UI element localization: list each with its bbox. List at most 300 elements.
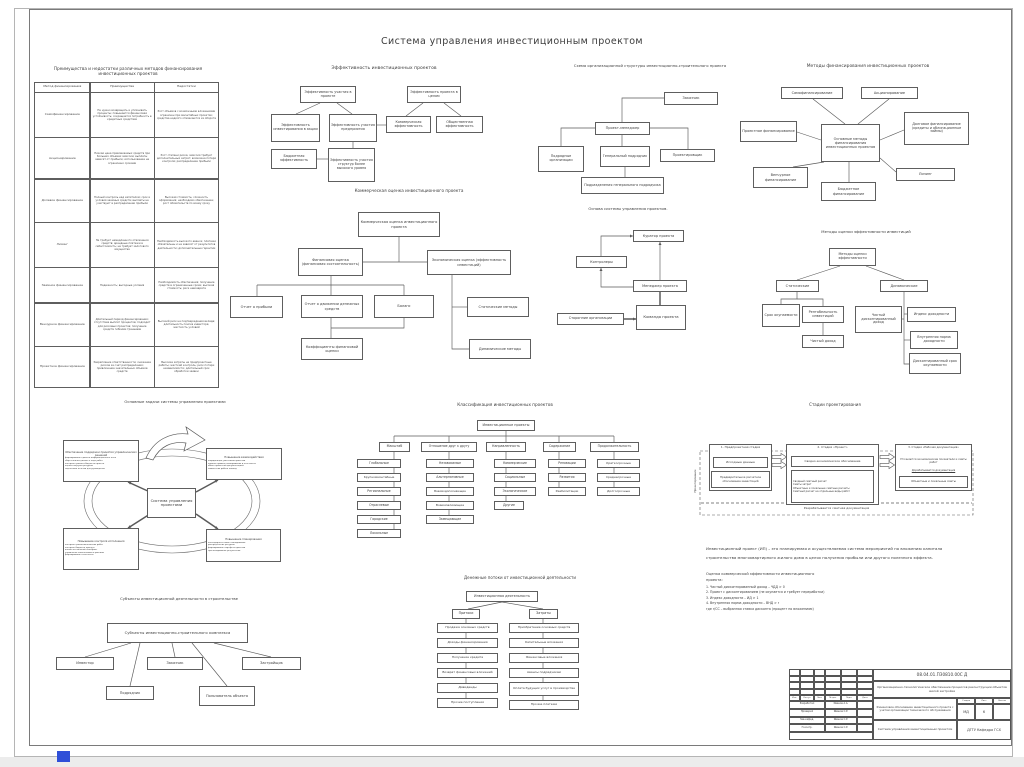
classification-node-label: Взаимодополняющие <box>434 488 466 493</box>
classification-node-label: Взаимовлияющие <box>435 502 465 507</box>
stages-node <box>789 505 884 513</box>
orgstructure-node-label: Проектировщик <box>672 153 703 158</box>
table-cell: Венчурное финансирование <box>34 303 90 347</box>
classification-node-label: Продолжительность <box>597 444 632 449</box>
evalmethods-node <box>880 280 928 292</box>
cashflows-node-label: Притоки <box>458 611 474 616</box>
stamp-sheet-label: Лист <box>975 698 993 704</box>
orgstructure-node-label: Подрядные организации <box>549 154 573 162</box>
classification-node <box>543 442 576 452</box>
finmethods-node <box>781 87 843 99</box>
cashflows-node <box>529 609 558 619</box>
classification-node-label: Городские <box>370 516 388 521</box>
classification-node <box>597 487 640 496</box>
tasks-node-label: Обеспечение поддержки принятия управленческих решений <box>65 450 137 457</box>
stamp-role-label: Зав.кафед. <box>789 717 825 725</box>
classification-node <box>486 442 526 452</box>
cashflows-node <box>509 638 579 648</box>
finmethods-node <box>821 124 880 162</box>
cashflows-node <box>437 683 498 693</box>
stamp-col-label: Изм. <box>789 695 800 701</box>
basis-node-label: Куратор проекта <box>642 233 675 238</box>
classification-node <box>426 487 474 496</box>
stamp-col-label: № док. <box>825 695 841 701</box>
stages-node <box>693 457 699 505</box>
stamp-document-code: 08.04.01.ПЗ0810.00С Д <box>873 669 1011 681</box>
evalmethods-node <box>802 306 844 323</box>
stamp-name: Иванов С.Р. <box>825 717 857 725</box>
table-cell: Проектное финансирование <box>34 346 90 388</box>
subjects-node-label: Застройщик <box>260 661 283 666</box>
finmethods-heading: Методы финансирования инвестиционных проектов <box>806 64 930 69</box>
tasks-node-line: оценка загрузки ресурсов <box>65 465 93 468</box>
classification-node-label: Локальные <box>369 530 389 535</box>
basis-node <box>633 230 684 242</box>
classification-node <box>357 487 401 496</box>
stages-node-label: Проектирование <box>693 469 697 493</box>
evalmethods-node <box>829 248 876 266</box>
table-heading: Преимущества и недостатки различных методов финансирования инвестиционных проектов <box>53 66 203 77</box>
stages-node-line: Сметы затрат <box>793 483 812 487</box>
classification-node <box>548 459 586 468</box>
annotation-line: 4. Внутренняя норма доходности – ВНД > r <box>706 601 780 606</box>
tasks-node-line: распределение ресурсов <box>208 544 235 547</box>
classification-node <box>357 459 401 468</box>
effectiveness-node <box>328 148 375 182</box>
classification-node-label: Инвестиционные проекты <box>482 422 530 427</box>
basis-node <box>576 256 627 268</box>
table-cell: Лизинг <box>34 222 90 268</box>
subjects-node-label: Пользователь объекта <box>205 693 249 698</box>
table-cell: Долевое финансирование <box>34 179 90 223</box>
effectiveness-node-label: Бюджетная эффективность <box>279 154 309 162</box>
tasks-node <box>63 440 139 482</box>
classification-node-label: Отношение друг к другу <box>428 444 470 449</box>
commercial-node-label: Коммерческая оценка инвестиционного проекта <box>360 220 438 229</box>
evalmethods-node-label: Рентабельность инвестиций <box>808 309 838 318</box>
commercial-node <box>301 338 363 360</box>
subjects-node <box>106 686 154 700</box>
commercial-node-label: Статические методы <box>478 304 518 309</box>
stages-node-label: 3. Стадия «Рабочая документация» <box>908 445 959 449</box>
tasks-node-line: управление изменениями и рисками <box>65 551 104 554</box>
classification-node-label: Независимые <box>439 460 461 465</box>
stamp-role-label: Проверил <box>789 709 825 717</box>
stages-node-label: Уточняются экономические показатели и сметы работ <box>900 458 967 464</box>
tasks-node-line: обмен проектной документацией <box>208 465 244 468</box>
orgstructure-node-label: Проект-менеджер <box>605 126 640 131</box>
orgstructure-heading: Схема организационной структуры инвестиционно-строительного проекта <box>573 63 727 68</box>
basis-node-label: Контролеры <box>590 259 613 264</box>
tasks-node-label: Повышение планирования <box>225 537 262 541</box>
finmethods-node-label: Бюджетное финансирование <box>832 187 865 196</box>
tasks-node-line: контроль сроков выполнения работ <box>65 544 103 546</box>
classification-node-label: Среднесрочные <box>605 474 632 479</box>
classification-node-label: Реновации <box>558 460 576 465</box>
tasks-node-label: Повышение контроля исполнения <box>77 540 125 544</box>
classification-node <box>357 515 401 524</box>
finmethods-node-label: Долговое финансирование (кредиты и облигационные займы) <box>911 121 962 134</box>
annotation-line: Инвестиционный проект (ИП) – это планируемая и осуществляемая система мероприятий по вложению капитала <box>706 546 943 551</box>
table-cell: Высокий риск не подтверждения вклада; длительность поиска инвестора; жесткость условий <box>154 303 219 347</box>
table-cell: Рост степени риска; эмиссия требует дополнительных затрат; возможна потеря контроля; распределение прибыли <box>154 137 219 179</box>
effectiveness-node-label: Эффективность участия предприятия <box>331 123 375 131</box>
basis-node-label: Команда проекта <box>643 314 679 320</box>
commercial-node-label: Отчет о прибыли <box>240 304 273 309</box>
subjects-node-label: Заказчик <box>166 661 184 666</box>
classification-node <box>357 473 401 482</box>
finmethods-node-label: Основные методы финансирования инвестиционных проектов <box>825 136 876 149</box>
effectiveness-node-label: Общественная эффективность <box>445 119 474 128</box>
effectiveness-node <box>329 114 377 142</box>
tasks-node-line: формирование единого информационного поля <box>65 457 116 460</box>
evalmethods-node <box>762 304 800 327</box>
cashflows-node-label: Прочие поступления <box>451 700 484 705</box>
subjects-node-label: Подрядчик <box>119 690 141 695</box>
table-cell: Не требует немедленного отвлечения средств; арендные платежи в себестоимость; не требует залогового имущества <box>90 222 155 268</box>
classification-node-label: Реабилитации <box>555 488 579 493</box>
tasks-node-label: Повышение взаимодействия <box>224 456 264 460</box>
cashflows-node-label: Получение кредита <box>451 655 484 660</box>
stamp-project-name: Организационно-технологическое обеспечение процессов реконструкции объектов жилой застройки <box>873 681 1011 698</box>
classification-node-label: Крупномасштабные <box>363 474 395 479</box>
stamp-stage-label: Стадия <box>957 698 975 704</box>
table-cell: Необходимость высокого аванса; платежи обязательны и не зависят от результатов деятельности; дополнительные гарантии <box>154 222 219 268</box>
stamp-grid-cell <box>789 732 873 740</box>
cashflows-node-label: Приобретение основных средств <box>517 625 571 630</box>
tasks-node-line: координация участников проектов <box>208 460 246 463</box>
stages-node-line: Объектные и локальные сметные расчеты <box>793 486 850 490</box>
evalmethods-node <box>909 353 961 374</box>
table-cell: Не нужно возвращать и уплачивать проценты; повышается финансовая устойчивость; сокращается потребность в кредитных средствах <box>90 92 155 138</box>
table-cell: Акционирование <box>34 137 90 179</box>
stamp-col-label: Кол.уч <box>800 695 814 701</box>
cashflows-node <box>437 668 498 678</box>
orgstructure-node <box>581 177 664 194</box>
commercial-node-label: Коэффициенты финансовой оценки <box>305 344 359 353</box>
stamp-role-label: Н.контр. <box>789 724 825 732</box>
finmethods-node-label: Лизинг <box>918 172 933 177</box>
stamp-col-label: Подп. <box>841 695 857 701</box>
orgstructure-node <box>660 149 715 162</box>
stages-node-label: Предварительное расчетное обоснование инвестиций <box>719 475 762 483</box>
evalmethods-node <box>802 335 844 348</box>
orgstructure-node <box>664 92 718 105</box>
commercial-node <box>467 297 529 317</box>
stages-node <box>899 476 968 488</box>
classification-node <box>494 473 536 482</box>
tasks-node-line: сбор и анализ данных о ходе работ <box>65 460 103 463</box>
stamp-signature-cell <box>857 709 873 717</box>
finmethods-node-label: Акционирование <box>873 90 906 95</box>
stages-node-line: Сметный расчет на отдельные виды работ <box>793 489 850 493</box>
commercial-node <box>230 296 283 318</box>
subjects-node-label: Субъекты инвестиционно-строительного комплекса <box>124 629 231 635</box>
cashflows-node <box>509 668 579 678</box>
effectiveness-node-label: Эффективность инвестирования в акции <box>273 123 318 131</box>
tasks-node-label: Система управления проектами <box>150 497 193 507</box>
evalmethods-node <box>910 331 958 349</box>
stages-node <box>898 456 969 468</box>
table-cell: Полный контроль над капиталом; срок и условия заемных средств; выплаты не участвуют в распределении прибыли <box>90 179 155 223</box>
classification-node-label: Региональные <box>367 488 391 493</box>
orgstructure-node-label: Генеральный подрядчик <box>602 153 648 158</box>
commercial-node <box>358 212 440 237</box>
classification-node-label: Глобальные <box>369 460 389 465</box>
cashflows-node <box>437 698 498 708</box>
classification-node <box>494 487 536 496</box>
orgstructure-node <box>600 146 650 167</box>
table-cell: Самофинансирование <box>34 92 90 138</box>
slide-accent-square <box>57 751 70 762</box>
classification-heading: Классификация инвестиционных проектов <box>457 402 553 407</box>
tasks-node-line: единые правила планирования и отчетности <box>208 462 256 465</box>
cashflows-node-label: Затраты <box>536 611 551 616</box>
basis-node <box>636 305 686 330</box>
stamp-signature-cell <box>857 717 873 725</box>
evalmethods-node-label: Дисконтированный срок окупаемости <box>912 358 958 367</box>
annotation-text-block <box>706 572 814 583</box>
subjects-node <box>147 657 203 670</box>
orgstructure-node <box>538 146 584 172</box>
evalmethods-node <box>855 306 902 333</box>
classification-node-label: Экологические <box>502 488 528 493</box>
effectiveness-node <box>271 114 320 142</box>
effectiveness-node <box>407 86 461 103</box>
evalmethods-node-label: Чистый доход <box>810 338 836 343</box>
classification-node <box>548 487 586 496</box>
stamp-stage-value: МД <box>957 704 975 720</box>
table-header-cell: Недостатки <box>154 82 219 93</box>
stages-node <box>898 468 969 474</box>
commercial-node-label: Динамические методы <box>478 346 522 351</box>
basis-node-label: Сторонние организации <box>568 316 613 321</box>
subjects-node <box>107 623 248 643</box>
stages-node <box>713 457 768 468</box>
cashflows-node-label: Финансовые вложения <box>525 655 563 660</box>
table-cell: Низкая цена привлекаемых средств при больших объемах эмиссии; выплаты зависят от прибыли; использование не ограничено сроками <box>90 137 155 179</box>
slide-bottom-band <box>0 757 1024 767</box>
classification-node <box>477 420 535 431</box>
tasks-node-line: формирование отчетности <box>65 554 94 557</box>
cashflows-node-label: Доходы финансирования <box>447 640 488 645</box>
stamp-role-label: Разработал <box>789 701 825 709</box>
finmethods-node-label: Проектное финансирование <box>742 129 795 134</box>
basis-node <box>633 280 687 292</box>
classification-node <box>597 459 640 468</box>
tasks-node-line: прогнозирование результатов <box>208 549 241 552</box>
classification-node <box>426 473 474 482</box>
evalmethods-node-label: Срок окупаемости <box>764 312 798 317</box>
effectiveness-node-label: Эффективность участия в проекте <box>304 89 352 98</box>
classification-node-label: Направленность <box>492 444 520 449</box>
cashflows-node <box>452 609 480 619</box>
evalmethods-node-label: Индекс доходности <box>913 311 950 316</box>
evalmethods-node-label: Динамические <box>890 283 918 288</box>
commercial-node <box>427 250 511 275</box>
table-cell: Высокая стоимость; сложность оформления; необходимо обеспечение; рост обязательств по всему сроку <box>154 179 219 223</box>
cashflows-node-label: Прочие платежи <box>530 702 558 707</box>
evalmethods-node <box>776 280 819 292</box>
table-cell: Рост объемов с возможными вложениями ограничен при масштабных проектах; средства надолго отвлекаются из оборота <box>154 92 219 138</box>
classification-node <box>421 442 477 452</box>
annotation-line: строительства многоквартирного жилого дома в целях получения прибыли или другого полезного эффекта. <box>706 555 933 560</box>
commercial-node <box>374 295 434 318</box>
stages-node-label: Разрабатывается сметная документация <box>803 506 870 511</box>
table-cell: Необходимость обеспечения; получение средств в ограниченные сроки; высокая стоимость; риск невозврата <box>154 267 219 303</box>
classification-node <box>357 529 401 538</box>
evalmethods-heading: Методы оценки эффективности инвестиций <box>821 229 911 234</box>
classification-node-label: Долгосрочные <box>607 488 630 493</box>
commercial-node-label: Финансовая оценка (финансовая состоятельность) <box>301 257 360 266</box>
stages-heading: Стадии проектирования <box>809 402 861 407</box>
cashflows-node <box>509 700 579 710</box>
annotation-text-block <box>706 546 942 564</box>
classification-node <box>426 515 474 524</box>
classification-node-label: Содержание <box>548 444 571 449</box>
cashflows-node-label: Дивиденды <box>458 685 477 690</box>
orgstructure-node-label: Подразделения генерального подрядчика <box>584 182 661 187</box>
effectiveness-node-label: Эффективность проекта в целом <box>410 89 458 98</box>
stages-node-label: Дорабатывается документация <box>911 468 956 472</box>
classification-node <box>494 501 524 510</box>
effectiveness-node <box>300 86 356 103</box>
tasks-node-line: формирование портфеля проектов <box>208 546 246 549</box>
stamp-sheets-label: Листов <box>993 698 1011 704</box>
table-cell: Надежность; выгодные условия <box>90 267 155 303</box>
finmethods-node <box>740 121 797 142</box>
annotation-line: 1. Чистый дисконтированный доход – ЧДД > 0 <box>706 585 785 589</box>
stamp-signature-cell <box>857 724 873 732</box>
stamp-sheet-value: 6 <box>975 704 993 720</box>
commercial-heading: Коммерческая оценка инвестиционного проекта <box>354 188 464 193</box>
tasks-node <box>147 488 196 518</box>
tasks-node-line: анализ отклонений план/факт <box>65 549 98 552</box>
tasks-node-line: контроль сроков и бюджета проекта <box>65 462 105 465</box>
annotation-line: Оценка коммерческой эффективности инвестиционного <box>706 572 815 576</box>
tasks-heading: Основные задачи системы управления проектами <box>124 399 226 404</box>
effectiveness-heading: Эффективность инвестиционных проектов <box>331 66 437 71</box>
commercial-node <box>469 339 531 359</box>
table-cell: Закрепление ответственности; снижение рисков за счет распределения; привлечение значительных объемов средств <box>90 346 155 388</box>
cashflows-node-label: Возврат финансовых вложений <box>442 670 493 675</box>
classification-node-label: Альтернативные <box>436 474 464 479</box>
stamp-col-label: Лист <box>814 695 825 701</box>
tasks-node-line: календарно-сетевое планирование <box>208 541 246 544</box>
cashflows-node-label: Авансы подрядчикам <box>527 670 561 675</box>
cashflows-node <box>509 623 579 633</box>
table-header-cell: Метод финансирования <box>34 82 90 93</box>
evalmethods-node-label: Чистый дисконтированный доход <box>861 312 896 325</box>
page-title: Система управления инвестиционным проектом <box>380 36 643 47</box>
commercial-node-label: Отчет о движении денежных средств <box>304 302 360 311</box>
classification-node-label: Отраслевые <box>369 502 389 507</box>
classification-node <box>357 501 401 510</box>
classification-node <box>426 501 474 510</box>
evalmethods-node-label: Статические <box>785 283 810 288</box>
stamp-name: Иванов А.А. <box>825 701 857 709</box>
orgstructure-node <box>595 122 650 135</box>
cashflows-node <box>466 591 538 602</box>
tasks-node <box>63 528 139 570</box>
stamp-name: Иванов С.Р. <box>825 709 857 717</box>
cashflows-heading: Денежные потоки от инвестиционной деятельности <box>464 575 576 580</box>
effectiveness-node <box>436 116 483 133</box>
finmethods-node-label: Самофинансирование <box>791 90 833 95</box>
table-cell: Длительный период финансирования; отсутствие выплат процентов; подходит для рисковых проектов; получение средств гибкими траншами <box>90 303 155 347</box>
stamp-signature-cell <box>857 701 873 709</box>
stamp-sheets-value <box>993 704 1011 720</box>
stamp-col-label: Дата <box>857 695 873 701</box>
cashflows-node <box>437 638 498 648</box>
basis-node-label: Менеджер проекта <box>642 283 678 288</box>
stages-node <box>791 470 874 503</box>
stages-node-label: Исходные данные <box>726 459 755 464</box>
tasks-node-line: совместная работа команд <box>208 468 237 471</box>
classification-node <box>426 459 474 468</box>
finmethods-node-label: Венчурное финансирование <box>764 173 797 182</box>
stamp-name: Иванов С.Р. <box>825 724 857 732</box>
tasks-node-line: подготовка отчетов для руководства <box>65 467 105 470</box>
cashflows-node-label: Капитальные вложения <box>524 640 564 645</box>
stamp-organization: ДГТУ Кафедра ГСХ <box>957 720 1011 740</box>
stages-node-label: Объектные и локальные сметы <box>911 479 956 484</box>
table-cell: Заемное финансирование <box>34 267 90 303</box>
classification-node <box>379 442 410 452</box>
finmethods-node <box>896 168 955 181</box>
effectiveness-node <box>386 116 431 133</box>
classification-node-label: Коммерческие <box>503 460 527 465</box>
classification-node-label: Замещающие <box>438 516 462 521</box>
financing-methods-table <box>35 66 221 388</box>
classification-node-label: Краткосрочные <box>606 460 631 465</box>
annotation-line: 2. Проект с дисконтированием (не окупается и требует переработки) <box>706 590 825 595</box>
commercial-node-label: Баланс <box>397 304 411 309</box>
commercial-node <box>301 295 363 318</box>
basis-node <box>557 313 624 325</box>
cashflows-node <box>437 623 498 633</box>
cashflows-node <box>437 653 498 663</box>
stamp-sheet-title: Система управления инвестиционным проектом <box>873 720 957 740</box>
cashflows-node <box>509 653 579 663</box>
classification-node-label: Другие <box>503 502 515 507</box>
annotation-line: проекта: <box>706 577 723 582</box>
finmethods-node <box>753 167 808 188</box>
table-header-cell: Преимущества <box>90 82 155 93</box>
commercial-node-label: Экономическая оценка (эффективность инвестиций) <box>431 258 507 267</box>
finmethods-node <box>861 87 918 99</box>
annotation-line: где r/СС – выбранная ставка дисконта (процент по вложениям) <box>706 606 814 611</box>
tasks-node <box>206 529 281 562</box>
effectiveness-node-label: Коммерческая эффективность <box>394 119 423 128</box>
cashflows-node <box>509 682 579 696</box>
stages-node <box>791 456 874 467</box>
stamp-subject: Финансовое обоснование инвестиционного проекта с учетом организации технического обслуживания <box>873 698 957 720</box>
subjects-node <box>242 657 301 670</box>
classification-node <box>494 459 536 468</box>
evalmethods-node-label: Внутренняя норма доходности <box>917 335 951 343</box>
cashflows-node-label: Инвестиционная деятельность <box>474 593 530 598</box>
stages-node-line: Сводный сметный расчет <box>793 480 827 483</box>
classification-node <box>548 473 586 482</box>
effectiveness-node <box>271 149 317 169</box>
classification-node-label: Масштаб <box>386 444 403 449</box>
finmethods-node <box>904 112 969 145</box>
evalmethods-node-label: Методы оценки эффективности <box>838 252 867 260</box>
classification-node-label: Развития <box>559 474 575 479</box>
commercial-node <box>298 248 363 276</box>
finmethods-node <box>821 182 876 201</box>
